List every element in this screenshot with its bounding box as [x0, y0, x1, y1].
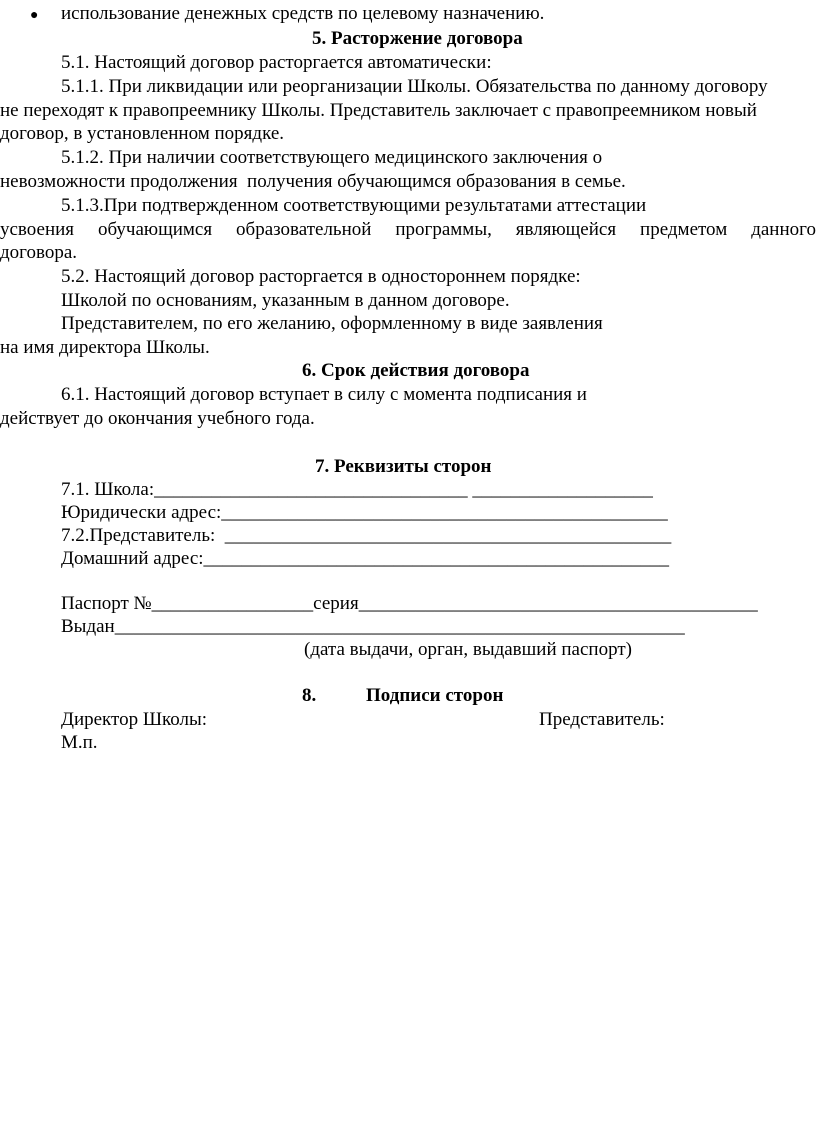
para-5-1-1-line-1: 5.1.1. При ликвидации или реорганизации Школы. Обязательства по данному договору	[61, 76, 768, 97]
para-5-1-3-line-2	[0, 218, 816, 242]
justified-word: образовательной	[236, 219, 372, 240]
bullet-icon: ●	[30, 8, 39, 23]
para-5-2-b-line-1: Представителем, по его желанию, оформленному в виде заявления	[61, 313, 603, 334]
bullet-item-text: использование денежных средств по целевому назначению.	[61, 3, 545, 24]
para-5-1-3-line-1: 5.1.3.При подтвержденном соответствующими результатами аттестации	[61, 195, 647, 216]
section-6-title: 6. Срок действия договора	[302, 360, 530, 381]
justified-word: усвоения	[0, 219, 75, 240]
para-6-1-line-2: действует до окончания учебного года.	[0, 408, 315, 429]
issued-field: Выдан____________________________________________________________	[61, 616, 685, 637]
justified-word: данного	[751, 219, 816, 240]
school-field: 7.1. Школа:_________________________________ ___________________	[61, 479, 653, 500]
representative-signature-label: Представитель:	[539, 709, 665, 730]
para-6-1-line-1: 6.1. Настоящий договор вступает в силу с момента подписания и	[61, 384, 587, 405]
justified-word: предметом	[640, 219, 728, 240]
justified-word: программы,	[395, 219, 492, 240]
para-5-2: 5.2. Настоящий договор расторгается в одностороннем порядке:	[61, 266, 581, 287]
legal-address-field: Юридически адрес:_______________________________________________	[61, 502, 668, 523]
stamp-label: М.п.	[61, 732, 98, 753]
home-address-field: Домашний адрес:_________________________________________________	[61, 548, 670, 569]
director-signature-label: Директор Школы:	[61, 709, 208, 730]
para-5-1: 5.1. Настоящий договор расторгается автоматически:	[61, 52, 492, 73]
section-7-title: 7. Реквизиты сторон	[315, 456, 492, 477]
section-5-title: 5. Расторжение договора	[312, 28, 523, 49]
para-5-1-2-line-1: 5.1.2. При наличии соответствующего медицинского заключения о	[61, 147, 603, 168]
para-5-2-b-line-2: на имя директора Школы.	[0, 337, 210, 358]
representative-field: 7.2.Представитель: _______________________________________________	[61, 525, 672, 546]
para-5-1-1-line-3: договор, в установленном порядке.	[0, 123, 285, 144]
section-8-number: 8.	[302, 685, 317, 706]
passport-field: Паспорт №_________________серия__________________________________________	[61, 593, 758, 614]
section-8-title: Подписи сторон	[366, 685, 504, 706]
bullet-list-item	[0, 2, 816, 26]
para-5-1-2-line-2: невозможности продолжения получения обучающимся образования в семье.	[0, 171, 626, 192]
para-5-1-3-line-3: договора.	[0, 242, 78, 263]
para-5-2-a: Школой по основаниям, указанным в данном договоре.	[61, 290, 510, 311]
justified-word: обучающимся	[97, 219, 213, 240]
issued-hint: (дата выдачи, орган, выдавший паспорт)	[304, 639, 632, 660]
para-5-1-1-line-2: не переходят к правопреемнику Школы. Представитель заключает с правопреемником новый	[0, 100, 757, 121]
justified-word: являющейся	[515, 219, 617, 240]
